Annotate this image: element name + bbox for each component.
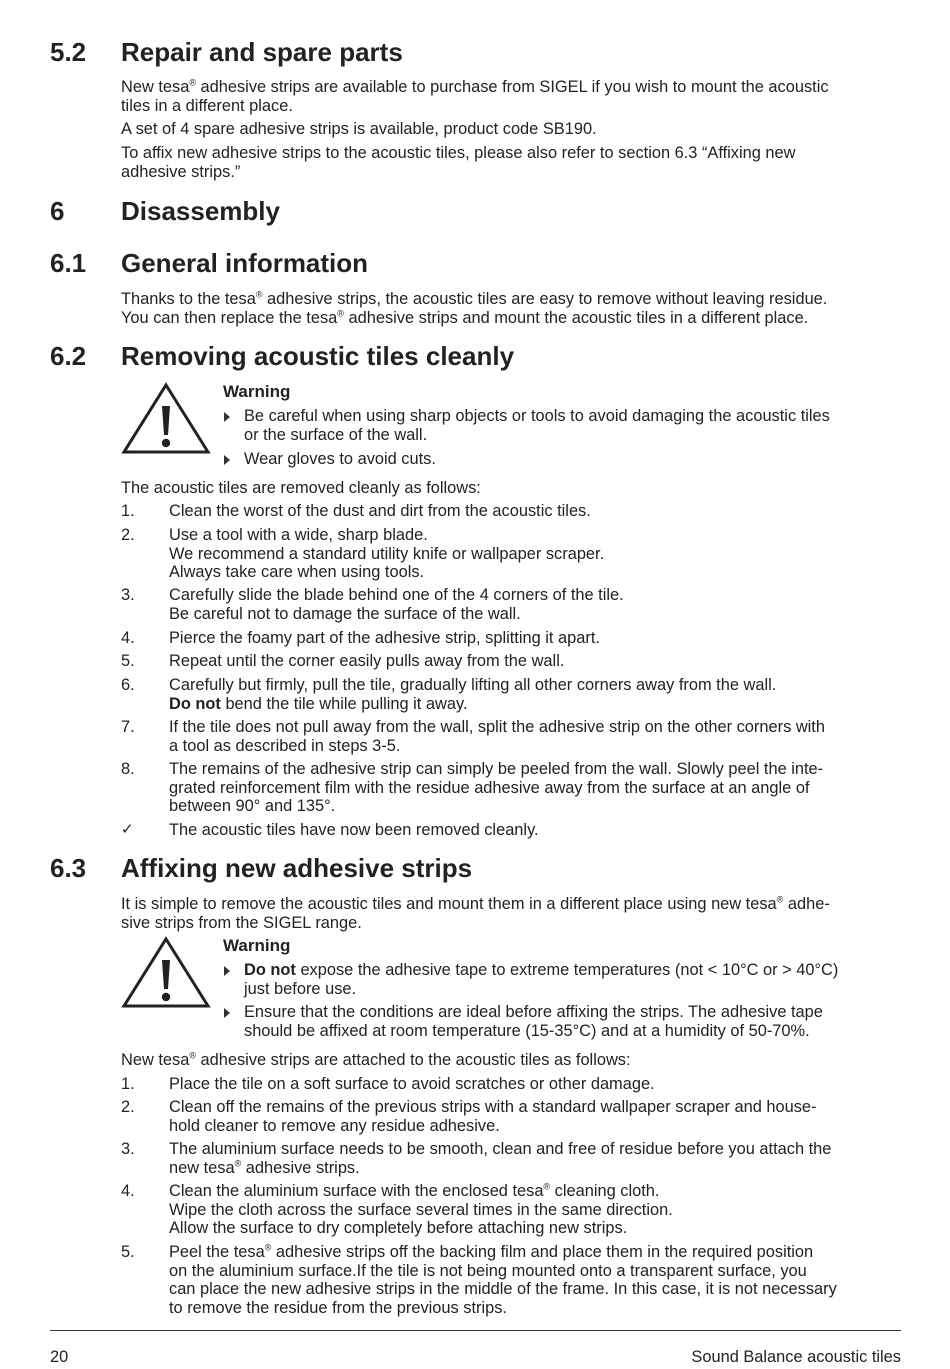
section-number: 6.3: [50, 853, 87, 883]
bullet-arrow-icon: [224, 412, 230, 422]
section-number: 6: [50, 196, 65, 226]
bullet-arrow-icon: [224, 966, 230, 976]
paragraph: A set of 4 spare adhesive strips is available, product code SB190.: [121, 120, 597, 138]
bullet-arrow-icon: [224, 1008, 230, 1018]
manual-page: 5.2 Repair and spare parts New tesa® adhesive strips are available to purchase from SIGEL if you wish to mount the acoustic tiles in a different place. A set of 4 spare adhesive strips is available, product code SB190. To affix new adhesive strips to the acoustic tiles, please also refer to section 6.3 “Affixing new adhesive strips.” 6 Disassembly 6.1 General information Thanks to the tesa® adhesive strips, the acoustic tiles are easy to remove without leaving residue. You can then replace the tesa® adhesive strips and mount the acoustic tiles in a different place. 6.2 Removing acoustic tiles cleanly Warning Be careful when using sharp objects or tools to avoid damaging the acoustic tiles or the surface of the wall. Wear gloves to avoid cuts. The acoustic tiles are removed cleanly as follows: 1. Clean the worst of the dust and dirt from the acoustic tiles. 2. Use a tool with a wide, sharp blade. We recommend a standard utility knife or wallpaper scraper. Always take care when using tools. 3. Carefully slide the blade behind one of the 4 corners of the tile. Be careful not to damage the surface of the wall. 4. Pierce the foamy part of the adhesive strip, splitting it apart. 5. Repeat until the corner easily pulls away from the wall. 6. Carefully but firmly, pull the tile, gradually lifting all other corners away from the wall. Do not bend the tile while pulling it away. 7. If the tile does not pull away from the wall, split the adhesive strip on the other corners with a tool as described in steps 3-5. 8. The remains of the adhesive strip can simply be peeled from the wall. Slowly peel the inte- grated reinforcement film with the residue adhesive away from the surface at an angle of between 90° and 135°. ✓ The acoustic tiles have now been removed cleanly. 6.3 Affixing new adhesive strips It is simple to remove the acoustic tiles and mount them in a different place using new tesa® adhe- sive strips from the SIGEL range. Warning Do not expose the adhesive tape to extreme temperatures (not < 10°C or > 40°C) just before use. Ensure that the conditions are ideal before affixing the strips. The adhesive tape should be affixed at room temperature (15-35°C) and at a humidity of 50-70%. New tesa® adhesive strips are attached to the acoustic tiles as follows: 1. Place the tile on a soft surface to avoid scratches or other damage. 2. Clean off the remains of the previous strips with a standard wallpaper scraper and house- hold cleaner to remove any residue adhesive. 3. The aluminium surface needs to be smooth, clean and free of residue before you attach the new tesa® adhesive strips. 4. Clean the aluminium surface with the enclosed tesa® cleaning cloth. Wipe the cloth across the surface several times in the same direction. Allow the surface to dry completely before attaching new strips. 5. Peel the tesa® adhesive strips off the backing film and place them in the required position on the aluminium surface.If the tile is not being mounted onto a transparent surface, you can place the new adhesive strips in the middle of the frame. In this case, it is not necessary to remove the residue from the previous strips. 20 Sound Balance acoustic tiles: [0, 0, 950, 1369]
paragraph: New tesa® adhesive strips are available to purchase from SIGEL if you wish to mount the acoustic tiles in a different place.: [121, 77, 829, 115]
page-number: 20: [50, 1348, 69, 1366]
paragraph: New tesa® adhesive strips are attached to the acoustic tiles as follows:: [121, 1050, 631, 1069]
paragraph: The acoustic tiles are removed cleanly as follows:: [121, 479, 481, 497]
footer-product-name: Sound Balance acoustic tiles: [691, 1348, 901, 1366]
warning-triangle-icon: [121, 382, 211, 454]
footer-divider: [50, 1330, 901, 1331]
section-title: General information: [121, 248, 369, 278]
section-number: 6.1: [50, 248, 87, 278]
warning-title: Warning: [223, 936, 291, 955]
checkmark-icon: ✓: [121, 821, 134, 838]
paragraph: Thanks to the tesa® adhesive strips, the acoustic tiles are easy to remove without leaving residue. You can then replace the tesa® adhesive strips and mount the acoustic tiles in a different place.: [121, 289, 828, 327]
section-title: Repair and spare parts: [121, 37, 403, 67]
warning-triangle-icon: [121, 936, 211, 1008]
warning-title: Warning: [223, 382, 291, 401]
section-title: Affixing new adhesive strips: [121, 853, 473, 883]
section-title: Removing acoustic tiles cleanly: [121, 341, 515, 371]
bullet-arrow-icon: [224, 455, 230, 465]
section-number: 6.2: [50, 341, 87, 371]
paragraph: It is simple to remove the acoustic tiles and mount them in a different place using new tesa® adhe- sive strips from the SIGEL range.: [121, 894, 830, 932]
section-title: Disassembly: [121, 196, 280, 226]
paragraph: To affix new adhesive strips to the acoustic tiles, please also refer to section 6.3 “Affixing new adhesive strips.”: [121, 144, 796, 181]
section-number: 5.2: [50, 37, 87, 67]
